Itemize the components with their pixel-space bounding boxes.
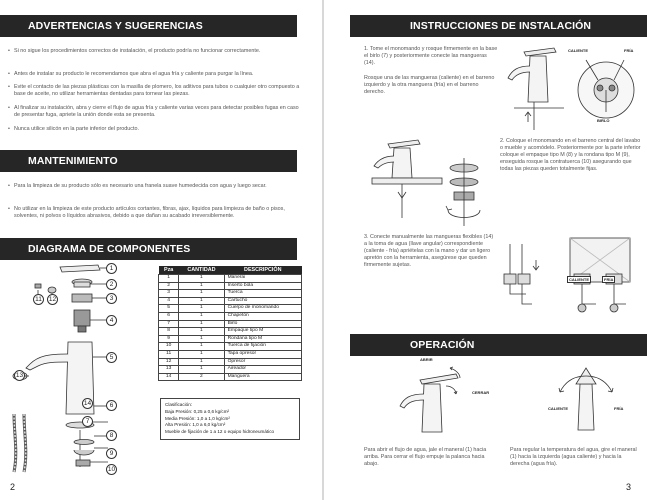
warning-bullet: • Evite el contacto de las piezas plásticas con la masilla de plomero, los aditivos para tubos o cualquier otro compuesto a base de aceite, no utilizar herramientas dentadas para tornear las piezas. <box>14 84 304 98</box>
callout-3: 3 <box>106 293 117 304</box>
step2-illustration <box>364 138 504 228</box>
table-row <box>159 282 302 290</box>
table-row <box>159 275 302 283</box>
callout-13: 13 <box>15 372 24 379</box>
table-cell: 3 <box>159 290 179 298</box>
install-step-3: 3. Conecte manualmente las mangueras flexibles (14) a la toma de agua (llave angular) correspondiente (caliente - fría) apriételas con la mano y dar un ligero apretón con la herramienta, asegúrese que queden firmemente sujetas. <box>364 234 494 269</box>
install-step-1b: Rosque una de las mangueras (caliente) en el barreno izquierdo y la otra manguera (fría) en el barreno derecho. <box>364 75 495 96</box>
table-cell: Tapa opresor <box>224 350 301 358</box>
table-cell: Inserto bola <box>224 282 301 290</box>
callout-12: 12 <box>48 296 57 303</box>
section-title-operacion: OPERACIÓN <box>350 334 647 356</box>
callout-11: 11 <box>33 294 44 305</box>
table-cell: Cuerpo de monomando <box>224 305 301 313</box>
label-caliente-op: CALIENTE <box>548 406 568 411</box>
callout-8: 8 <box>106 430 117 441</box>
table-cell: 12 <box>159 358 179 366</box>
table-cell: Aireador <box>224 366 301 374</box>
label-fria: FRÍA <box>624 48 634 53</box>
callout-9: 9 <box>106 448 117 459</box>
callout-14: 14 <box>83 400 92 407</box>
table-cell: Manguera <box>224 373 301 381</box>
table-cell: 1 <box>179 328 224 336</box>
table-cell: 1 <box>179 350 224 358</box>
table-row <box>159 305 302 313</box>
table-cell: 2 <box>179 373 224 381</box>
table-cell: 1 <box>179 320 224 328</box>
table-cell: 1 <box>179 312 224 320</box>
table-cell: 1 <box>179 305 224 313</box>
operation-temperature-illustration <box>546 364 626 434</box>
section-title-instalacion: INSTRUCCIONES DE INSTALACIÓN <box>350 15 647 37</box>
table-row <box>159 290 302 298</box>
table-cell: 8 <box>159 328 179 336</box>
operation-open-close-illustration <box>390 366 490 436</box>
table-row <box>159 366 302 374</box>
table-row <box>159 297 302 305</box>
table-header: Pza <box>159 266 179 275</box>
table-cell: 4 <box>159 297 179 305</box>
label-cerrar: CERRAR <box>472 390 490 395</box>
table-row <box>159 343 302 351</box>
left-page <box>0 0 323 500</box>
warning-bullet: • Si no sigue los procedimientos correctos de instalación, el producto podría no funcionar correctamente. <box>14 48 304 55</box>
install-step-2: 2. Coloque el monomando en el barreno central del lavabo o mueble y acomódelo. Posteriormente por la parte inferior coloque el empaque tipo M (8) y la rondana tipo M (9), enseguida rosque la contratuerca (10) asegurando que todas las piezas queden totalmente fijas. <box>500 138 641 173</box>
parts-table <box>158 266 302 381</box>
callout-6: 6 <box>106 400 117 411</box>
step1-illustration <box>494 42 644 132</box>
section-title-mantenimiento: MANTENIMIENTO <box>0 150 297 172</box>
table-row <box>159 320 302 328</box>
table-cell: Birlo <box>224 320 301 328</box>
table-header: CANTIDAD <box>179 266 224 275</box>
table-cell: 1 <box>179 290 224 298</box>
warning-bullet: • Nunca utilice silicón en la parte inferior del producto. <box>14 126 304 133</box>
operation-text-open: Para abrir el flujo de agua, jale el maneral (1) hacia arriba. Para cerrar el flujo empuje la palanca hacia abajo. <box>364 447 487 468</box>
section-title-advertencias: ADVERTENCIAS Y SUGERENCIAS <box>0 15 297 37</box>
specs-line: Mueble de fijación de 1 a 12 o equipo hidroneumático <box>165 429 275 435</box>
warning-bullet: • Al finalizar su instalación, abra y cierre el flujo de agua fría y caliente varias veces para detectar posibles fugas en caso de presentar fuga, apriete la unión donde esta se presenta. <box>14 105 304 119</box>
table-row <box>159 312 302 320</box>
table-row <box>159 328 302 336</box>
callout-7: 7 <box>82 416 93 427</box>
table-row <box>159 335 302 343</box>
callout-5: 5 <box>106 352 117 363</box>
callout-4: 4 <box>106 315 117 326</box>
table-cell: Empaque tipo M <box>224 328 301 336</box>
table-cell: 1 <box>179 366 224 374</box>
label-caliente: CALIENTE <box>568 48 588 53</box>
table-cell: Rondana tipo M <box>224 335 301 343</box>
table-cell: 1 <box>159 275 179 283</box>
label-birlo: BIRLO <box>597 118 610 123</box>
table-cell: Tuerca de fijación <box>224 343 301 351</box>
table-header: DESCRIPCIÓN <box>224 266 301 275</box>
callout-10: 10 <box>107 466 116 473</box>
table-row <box>159 373 302 381</box>
specs-line: Baja Presión: 0,25 a 0,6 kg/cm² <box>165 408 230 414</box>
table-cell: 7 <box>159 320 179 328</box>
table-cell: Manerai <box>224 275 301 283</box>
table-cell: Opresor <box>224 358 301 366</box>
table-cell: 1 <box>179 335 224 343</box>
page-number-left: 2 <box>10 482 16 492</box>
table-cell: 1 <box>179 282 224 290</box>
parts-table-body <box>159 275 302 381</box>
table-cell: Chapetón <box>224 312 301 320</box>
specs-line: Alta Presión: 1,0 a 6,0 kg/cm² <box>165 422 226 428</box>
table-row <box>159 358 302 366</box>
specs-line: Media Presión: 1,0 a 1,0 kg/cm² <box>165 415 230 421</box>
table-cell: 2 <box>159 282 179 290</box>
callout-1: 1 <box>106 263 117 274</box>
right-page <box>324 0 647 500</box>
label-abrir: ABRIR <box>420 357 433 362</box>
table-cell: 1 <box>179 297 224 305</box>
label-caliente-connect: CALIENTE <box>569 277 589 282</box>
table-cell: 1 <box>179 358 224 366</box>
table-cell: 6 <box>159 312 179 320</box>
section-title-diagrama: DIAGRAMA DE COMPONENTES <box>0 238 297 260</box>
specs-line: Clasificación: <box>165 402 193 407</box>
page-number-right: 3 <box>626 482 632 492</box>
install-step-1: 1. Tome el monomando y rosque firmemente en la base el birlo (7) y posteriormente conecte las mangueras (14). <box>364 46 498 67</box>
table-cell: 11 <box>159 350 179 358</box>
warning-bullet: • Antes de instalar su producto le recomendamos que abra el agua fría y caliente para purgar la línea. <box>14 71 304 78</box>
table-cell: 14 <box>159 373 179 381</box>
operation-text-temperature: Para regular la temperatura del agua, gire el maneral (1) hacia la izquierda (agua caliente) y hacia la derecha (agua fría). <box>510 447 637 468</box>
label-fria-connect: FRÍA <box>604 277 614 282</box>
table-cell: 9 <box>159 335 179 343</box>
maintenance-bullet: • No utilizar en la limpieza de este producto artículos cortantes, fibras, ajax, líquidos para limpieza de baño o pisos, solventes, ni polvos o líquidos abrasivos, debido a que dañan su acabado irreversiblemente. <box>14 206 304 220</box>
table-cell: 1 <box>179 343 224 351</box>
table-cell: Cartucho <box>224 297 301 305</box>
pressure-specs <box>160 398 300 440</box>
table-cell: 1 <box>179 275 224 283</box>
label-fria-op: FRÍA <box>614 406 624 411</box>
table-cell: 10 <box>159 343 179 351</box>
maintenance-bullet: • Para la limpieza de su producto sólo es necesario una franela suave humedecida con agua y luego secar. <box>14 183 304 190</box>
table-cell: 5 <box>159 305 179 313</box>
table-cell: Tuerca <box>224 290 301 298</box>
table-row <box>159 350 302 358</box>
table-cell: 13 <box>159 366 179 374</box>
callout-2: 2 <box>106 279 117 290</box>
